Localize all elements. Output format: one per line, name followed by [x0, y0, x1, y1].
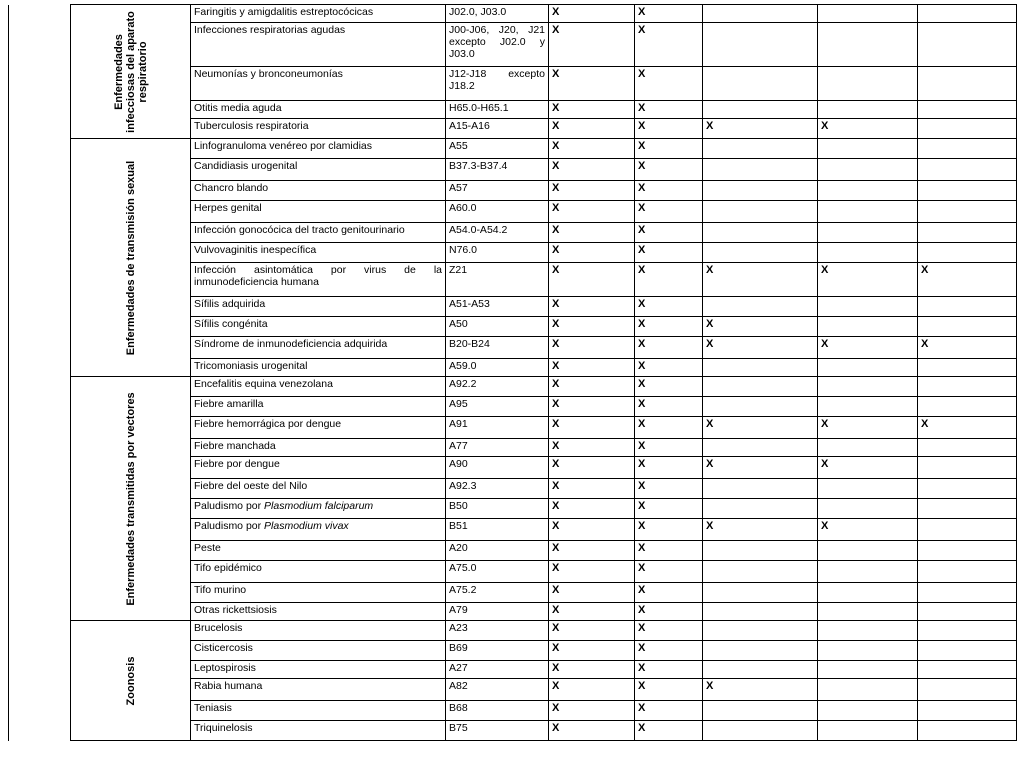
cie-code: A82: [446, 679, 549, 701]
mark-cell: [703, 621, 818, 641]
mark-cell: [918, 377, 1017, 397]
mark-cell: [818, 101, 918, 119]
disease-name: Vulvovaginitis inespecífica: [191, 243, 446, 263]
cie-code: B75: [446, 721, 549, 741]
mark-cell: X: [549, 661, 635, 679]
mark-cell: [918, 641, 1017, 661]
mark-cell: [918, 201, 1017, 223]
mark-cell: X: [635, 603, 703, 621]
mark-cell: X: [635, 101, 703, 119]
mark-cell: X: [918, 337, 1017, 359]
cie-code: J02.0, J03.0: [446, 5, 549, 23]
table-row: [9, 621, 1017, 641]
mark-cell: X: [818, 119, 918, 139]
mark-cell: [918, 5, 1017, 23]
cie-code: A23: [446, 621, 549, 641]
mark-cell: [703, 561, 818, 583]
mark-cell: [918, 23, 1017, 67]
mark-cell: X: [635, 397, 703, 417]
mark-cell: [918, 621, 1017, 641]
mark-cell: [703, 297, 818, 317]
mark-cell: [703, 181, 818, 201]
mark-cell: [918, 561, 1017, 583]
mark-cell: [818, 397, 918, 417]
cie-code: A51-A53: [446, 297, 549, 317]
mark-cell: [918, 541, 1017, 561]
mark-cell: [918, 457, 1017, 479]
cie-code: B69: [446, 641, 549, 661]
mark-cell: X: [549, 621, 635, 641]
mark-cell: X: [703, 519, 818, 541]
mark-cell: [918, 317, 1017, 337]
mark-cell: [918, 583, 1017, 603]
mark-cell: X: [549, 297, 635, 317]
mark-cell: [918, 159, 1017, 181]
mark-cell: [818, 439, 918, 457]
mark-cell: X: [703, 679, 818, 701]
mark-cell: X: [635, 479, 703, 499]
mark-cell: X: [635, 119, 703, 139]
mark-cell: [703, 223, 818, 243]
mark-cell: [703, 5, 818, 23]
disease-name: Rabia humana: [191, 679, 446, 701]
mark-cell: [818, 359, 918, 377]
cie-code: B50: [446, 499, 549, 519]
mark-cell: [703, 479, 818, 499]
group-label-cell: [71, 377, 191, 621]
cie-code: A50: [446, 317, 549, 337]
mark-cell: X: [549, 159, 635, 181]
disease-name: Fiebre del oeste del Nilo: [191, 479, 446, 499]
mark-cell: X: [703, 119, 818, 139]
mark-cell: X: [549, 641, 635, 661]
mark-cell: [818, 377, 918, 397]
disease-name: Infecciones respiratorias agudas: [191, 23, 446, 67]
mark-cell: X: [635, 317, 703, 337]
mark-cell: [918, 297, 1017, 317]
mark-cell: [918, 101, 1017, 119]
mark-cell: X: [635, 519, 703, 541]
cie-code: A79: [446, 603, 549, 621]
disease-name: Fiebre amarilla: [191, 397, 446, 417]
mark-cell: X: [635, 337, 703, 359]
mark-cell: X: [635, 263, 703, 297]
mark-cell: X: [635, 457, 703, 479]
mark-cell: X: [549, 439, 635, 457]
mark-cell: X: [635, 661, 703, 679]
group-label-cell: [71, 139, 191, 377]
cie-code: A90: [446, 457, 549, 479]
mark-cell: [703, 23, 818, 67]
disease-name: Sífilis congénita: [191, 317, 446, 337]
mark-cell: X: [549, 243, 635, 263]
mark-cell: [818, 499, 918, 519]
disease-name: Neumonías y bronconeumonías: [191, 67, 446, 101]
cie-code: A75.0: [446, 561, 549, 583]
mark-cell: X: [635, 159, 703, 181]
disease-name: Infección asintomática por virus de la inmunodeficiencia humana: [191, 263, 446, 297]
mark-cell: X: [635, 499, 703, 519]
mark-cell: X: [549, 603, 635, 621]
mark-cell: [818, 603, 918, 621]
mark-cell: [918, 701, 1017, 721]
cie-code: A92.2: [446, 377, 549, 397]
cie-code: H65.0-H65.1: [446, 101, 549, 119]
disease-name: Fiebre manchada: [191, 439, 446, 457]
mark-cell: [918, 519, 1017, 541]
mark-cell: X: [635, 67, 703, 101]
disease-name: Otras rickettsiosis: [191, 603, 446, 621]
mark-cell: X: [818, 337, 918, 359]
mark-cell: [818, 297, 918, 317]
mark-cell: X: [703, 317, 818, 337]
mark-cell: [818, 317, 918, 337]
disease-name: Cisticercosis: [191, 641, 446, 661]
mark-cell: X: [549, 457, 635, 479]
mark-cell: X: [549, 139, 635, 159]
disease-name: Tricomoniasis urogenital: [191, 359, 446, 377]
mark-cell: X: [918, 417, 1017, 439]
table-row: [9, 139, 1017, 159]
mark-cell: X: [549, 201, 635, 223]
group-label: [125, 160, 137, 354]
mark-cell: X: [635, 701, 703, 721]
mark-cell: X: [635, 583, 703, 603]
mark-cell: X: [818, 519, 918, 541]
cie-code: J00-J06, J20, J21 excepto J02.0 y J03.0: [446, 23, 549, 67]
mark-cell: X: [549, 119, 635, 139]
cie-code: Z21: [446, 263, 549, 297]
mark-cell: [703, 499, 818, 519]
mark-cell: [918, 119, 1017, 139]
disease-name: Tuberculosis respiratoria: [191, 119, 446, 139]
mark-cell: [818, 139, 918, 159]
cie-code: N76.0: [446, 243, 549, 263]
mark-cell: [703, 243, 818, 263]
mark-cell: X: [549, 397, 635, 417]
mark-cell: X: [635, 297, 703, 317]
mark-cell: [703, 583, 818, 603]
cie-code: A55: [446, 139, 549, 159]
cie-code: A54.0-A54.2: [446, 223, 549, 243]
mark-cell: X: [549, 701, 635, 721]
mark-cell: [818, 583, 918, 603]
mark-cell: X: [703, 457, 818, 479]
mark-cell: [703, 661, 818, 679]
mark-cell: [918, 243, 1017, 263]
mark-cell: [918, 721, 1017, 741]
mark-cell: X: [549, 359, 635, 377]
group-label-line: Enfermedades transmitidas por vectores: [124, 391, 137, 606]
mark-cell: X: [635, 621, 703, 641]
disease-name: Teniasis: [191, 701, 446, 721]
mark-cell: X: [635, 561, 703, 583]
mark-cell: [818, 541, 918, 561]
cie-code: B37.3-B37.4: [446, 159, 549, 181]
cie-code: A60.0: [446, 201, 549, 223]
group-label: [113, 11, 149, 133]
mark-cell: X: [635, 359, 703, 377]
disease-name: Sífilis adquirida: [191, 297, 446, 317]
disease-name: Peste: [191, 541, 446, 561]
mark-cell: X: [549, 377, 635, 397]
cie-code: A15-A16: [446, 119, 549, 139]
disease-name-species: Plasmodium falciparum: [264, 500, 374, 512]
group-label-cell: [71, 5, 191, 139]
mark-cell: X: [703, 417, 818, 439]
mark-cell: X: [635, 679, 703, 701]
mark-cell: [818, 243, 918, 263]
mark-cell: X: [635, 139, 703, 159]
disease-name: Chancro blando: [191, 181, 446, 201]
mark-cell: [818, 223, 918, 243]
mark-cell: X: [818, 457, 918, 479]
group-label-cell: [71, 621, 191, 741]
mark-cell: X: [635, 541, 703, 561]
group-label-line: Zoonosis: [124, 656, 137, 705]
disease-name: Candidiasis urogenital: [191, 159, 446, 181]
mark-cell: X: [918, 263, 1017, 297]
mark-cell: [818, 679, 918, 701]
mark-cell: X: [549, 721, 635, 741]
disease-name-prefix: Paludismo por: [194, 500, 265, 512]
table-row: [9, 5, 1017, 23]
group-label-line: Enfermedades de transmisión sexual: [124, 160, 137, 355]
left-margin-column: [9, 5, 71, 741]
mark-cell: X: [635, 243, 703, 263]
mark-cell: X: [635, 721, 703, 741]
mark-cell: X: [703, 337, 818, 359]
mark-cell: [703, 603, 818, 621]
mark-cell: X: [549, 519, 635, 541]
disease-table: [8, 4, 1017, 741]
mark-cell: X: [549, 5, 635, 23]
mark-cell: [703, 641, 818, 661]
disease-name: Triquinelosis: [191, 721, 446, 741]
mark-cell: X: [549, 479, 635, 499]
mark-cell: [918, 359, 1017, 377]
mark-cell: [918, 603, 1017, 621]
mark-cell: [818, 201, 918, 223]
mark-cell: [818, 5, 918, 23]
table-row: [9, 377, 1017, 397]
group-label: [125, 392, 137, 605]
cie-code: A92.3: [446, 479, 549, 499]
mark-cell: X: [549, 337, 635, 359]
mark-cell: X: [549, 417, 635, 439]
mark-cell: [918, 479, 1017, 499]
mark-cell: X: [818, 263, 918, 297]
disease-name: Tifo murino: [191, 583, 446, 603]
disease-name: Fiebre por dengue: [191, 457, 446, 479]
mark-cell: X: [635, 181, 703, 201]
cie-code: A59.0: [446, 359, 549, 377]
disease-name: Leptospirosis: [191, 661, 446, 679]
group-label: [125, 656, 137, 705]
mark-cell: [703, 201, 818, 223]
mark-cell: X: [549, 317, 635, 337]
mark-cell: X: [549, 23, 635, 67]
mark-cell: X: [549, 101, 635, 119]
mark-cell: [818, 661, 918, 679]
mark-cell: [703, 159, 818, 181]
mark-cell: X: [635, 223, 703, 243]
mark-cell: X: [635, 439, 703, 457]
cie-code: B68: [446, 701, 549, 721]
disease-name: Síndrome de inmunodeficiencia adquirida: [191, 337, 446, 359]
mark-cell: [918, 181, 1017, 201]
mark-cell: [918, 223, 1017, 243]
mark-cell: [918, 499, 1017, 519]
mark-cell: [918, 679, 1017, 701]
mark-cell: [918, 397, 1017, 417]
disease-name: Tifo epidémico: [191, 561, 446, 583]
mark-cell: [703, 701, 818, 721]
mark-cell: [703, 139, 818, 159]
mark-cell: X: [549, 679, 635, 701]
mark-cell: [918, 139, 1017, 159]
cie-code: A20: [446, 541, 549, 561]
disease-name-prefix: Paludismo por: [194, 520, 265, 532]
mark-cell: X: [703, 263, 818, 297]
mark-cell: X: [635, 377, 703, 397]
disease-name: [191, 519, 446, 541]
mark-cell: X: [549, 541, 635, 561]
mark-cell: [703, 721, 818, 741]
disease-name: Infección gonocócica del tracto genitourinario: [191, 223, 446, 243]
mark-cell: X: [635, 641, 703, 661]
mark-cell: [818, 561, 918, 583]
mark-cell: [818, 479, 918, 499]
disease-name: Encefalitis equina venezolana: [191, 377, 446, 397]
mark-cell: [918, 67, 1017, 101]
cie-code: A57: [446, 181, 549, 201]
mark-cell: X: [818, 417, 918, 439]
mark-cell: [818, 641, 918, 661]
mark-cell: X: [635, 23, 703, 67]
cie-code: A77: [446, 439, 549, 457]
mark-cell: [703, 541, 818, 561]
mark-cell: [703, 439, 818, 457]
mark-cell: [818, 159, 918, 181]
mark-cell: X: [549, 583, 635, 603]
cie-code: J12-J18 excepto J18.2: [446, 67, 549, 101]
disease-name: Herpes genital: [191, 201, 446, 223]
mark-cell: [918, 439, 1017, 457]
mark-cell: [818, 721, 918, 741]
cie-code: A91: [446, 417, 549, 439]
mark-cell: [818, 181, 918, 201]
mark-cell: [818, 701, 918, 721]
mark-cell: [703, 101, 818, 119]
mark-cell: [703, 359, 818, 377]
mark-cell: X: [635, 201, 703, 223]
disease-name: Faringitis y amigdalitis estreptocócicas: [191, 5, 446, 23]
disease-name: Otitis media aguda: [191, 101, 446, 119]
disease-name: Brucelosis: [191, 621, 446, 641]
mark-cell: [818, 67, 918, 101]
mark-cell: [703, 397, 818, 417]
group-label-line: respiratorio: [136, 40, 149, 103]
disease-name: Fiebre hemorrágica por dengue: [191, 417, 446, 439]
mark-cell: [703, 67, 818, 101]
group-label-line: infecciosas del aparato: [124, 10, 137, 133]
mark-cell: X: [635, 5, 703, 23]
cie-code: A75.2: [446, 583, 549, 603]
disease-name-species: Plasmodium vivax: [264, 520, 349, 532]
mark-cell: X: [549, 561, 635, 583]
mark-cell: [918, 661, 1017, 679]
disease-name: [191, 499, 446, 519]
cie-code: A27: [446, 661, 549, 679]
disease-name: Linfogranuloma venéreo por clamidias: [191, 139, 446, 159]
mark-cell: X: [549, 499, 635, 519]
mark-cell: X: [549, 223, 635, 243]
mark-cell: [818, 23, 918, 67]
mark-cell: X: [549, 263, 635, 297]
cie-code: B20-B24: [446, 337, 549, 359]
mark-cell: X: [549, 67, 635, 101]
mark-cell: [703, 377, 818, 397]
mark-cell: [818, 621, 918, 641]
group-label-line: Enfermedades: [112, 33, 125, 110]
mark-cell: X: [549, 181, 635, 201]
cie-code: A95: [446, 397, 549, 417]
cie-code: B51: [446, 519, 549, 541]
mark-cell: X: [635, 417, 703, 439]
